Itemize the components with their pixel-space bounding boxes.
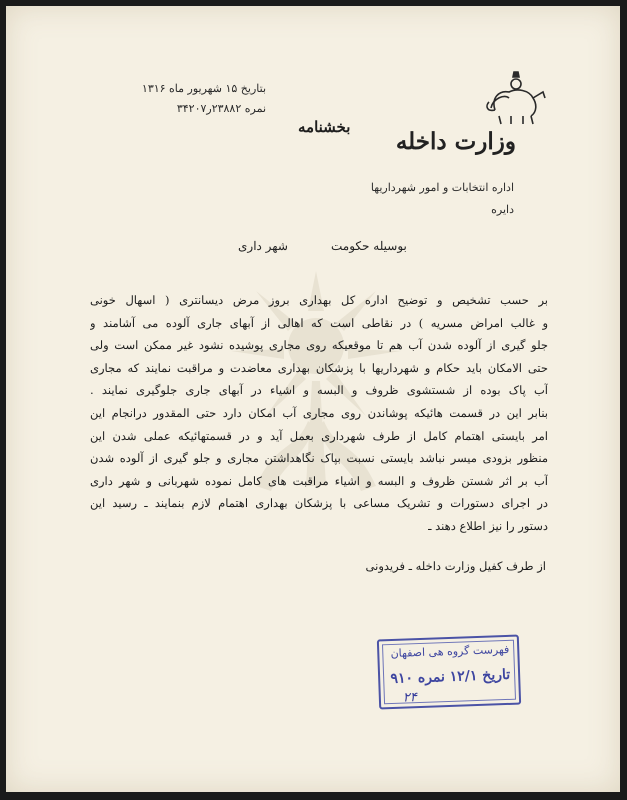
stamp-office: فهرست گروه هی اصفهان [390,642,510,661]
addressee-recipient: شهر داری [238,239,288,253]
body-line: جلو گیری از آلوده شدن آب هم تا موقعیکه روی مجاری پوشیده نشود غیر ممکن است ولی [90,338,548,353]
body-line: آب بر اثر شستن ظروف و البسه و اشیاء مراقبت های کامل نموده شهربانی و شهر داری [90,473,548,488]
stamp-date-number: تاریخ ۱۲/۱ نمره ۹۱۰ [390,666,511,688]
body-line: حتی الامکان باید حکام و شهرداریها با پزشکان بهداری معاضدت و مراقبت نمایند که مجاری [90,360,548,375]
body-line: بنابر این در قسمت هائیکه پوشاندن روی مجاری آب امکان دارد حتی المقدور درانجام این [90,405,548,420]
received-stamp [377,635,521,710]
document-title: بخشنامه [298,118,351,136]
addressee-via: بوسیله حکومت [331,239,407,253]
office-name: اداره انتخابات و امور شهرداریها [370,181,514,194]
body-line: دستور را نیز اطلاع دهند ـ [428,518,548,533]
document-number: نمره ۲۳۸۸۲ر۳۴۲۰۷ [176,102,266,115]
ministry-name: وزارت داخله [395,128,516,155]
body-line: و غالب امراض مسریه ) در نقاطی است که اهالی از آبهای جاری آلوده می آشامند و [90,315,548,330]
department-label: دایره [491,203,514,216]
circular-body [90,289,548,538]
document-page [6,6,620,792]
lion-and-sun-emblem-icon [481,68,551,128]
body-line: امر بایستی اهتمام کامل از طرف شهرداری بعمل آید و در قسمتهائیکه عملی شدن این [90,428,548,443]
body-line: آب پاک بوده از شستشوی ظروف و البسه و اشیاء در آبهای جاری جلوگیری نمایند . [90,383,548,398]
document-date: بتاریخ ۱۵ شهریور ماه ۱۳۱۶ [141,82,266,95]
body-line: در اجرای دستورات و تشریک مساعی با پزشکان بهداری اهتمام لازم بنمایند ـ رسید این [90,496,548,511]
body-line: بر حسب تشخیص و توضیح اداره کل بهداری بروز مرض دیسانتری ( اسهال خونی [90,293,548,307]
body-line: منظور بزودی میسر نباشد بایستی نسبت بپاک نگاهداشتن مجاری و جلو گیری از آلوده شدن [90,451,548,466]
stamp-handwritten-note: ۲۴ [402,690,418,706]
signature-line: از طرف کفیل وزارت داخله ـ فریدونی [365,559,546,573]
